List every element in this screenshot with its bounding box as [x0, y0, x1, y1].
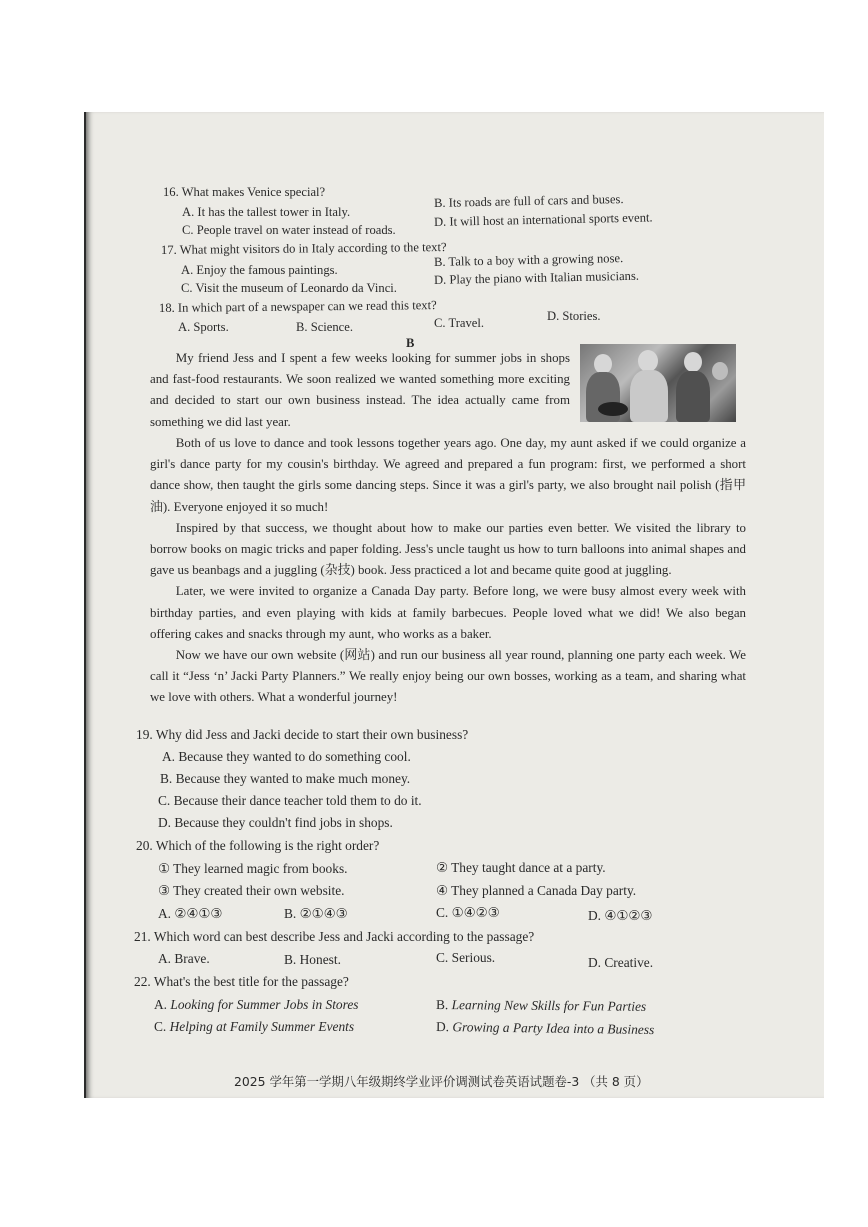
q19-option-c: C. Because their dance teacher told them to do it.	[158, 793, 422, 808]
q19-question: 19. Why did Jess and Jacki decide to start their own business?	[136, 727, 469, 742]
q19-option-d: D. Because they couldn't find jobs in shops.	[158, 815, 393, 830]
q20-statement-3: ③ They created their own website.	[158, 883, 345, 898]
passage-paragraph-4: Later, we were invited to organize a Canada Day party. Before long, we were busy almost every week with birthday parties, and even playing with kids at family barbecues. People loved what we did! We also began offering cakes and snacks through my aunt, who works as a baker.	[150, 584, 746, 641]
q18-option-d: D. Stories.	[547, 309, 601, 323]
q18-option-a: A. Sports.	[178, 320, 229, 334]
q17-option-c: C. Visit the museum of Leonardo da Vinci.	[181, 281, 397, 295]
passage-paragraph-3: Inspired by that success, we thought about how to make our parties even better. We visited the library to borrow books on magic tricks and paper folding. Jess's uncle taught us how to turn balloons into animal shapes and gave us beanbags and a juggling (杂技) book. Jess practiced a lot and became quite good at juggling.	[150, 520, 746, 578]
party-photo	[580, 344, 736, 422]
q20-option-c: C. ①④②③	[436, 905, 500, 920]
q17-option-d: D. Play the piano with Italian musicians.	[433, 268, 640, 287]
q20-option-b: B. ②①④③	[284, 906, 348, 921]
q17-option-a: A. Enjoy the famous paintings.	[181, 263, 338, 277]
q21-question: 21. Which word can best describe Jess and Jacki according to the passage?	[134, 929, 535, 944]
q16-option-c: C. People travel on water instead of roads.	[182, 223, 396, 237]
q22-option-a: A. Looking for Summer Jobs in Stores	[154, 997, 359, 1012]
q18-option-c: C. Travel.	[434, 316, 485, 330]
q19-option-b: B. Because they wanted to make much money.	[160, 771, 411, 786]
q20-statement-2: ② They taught dance at a party.	[436, 860, 606, 875]
q22-option-c: C. Helping at Family Summer Events	[154, 1019, 355, 1034]
q21-option-a: A. Brave.	[158, 951, 210, 966]
q16-option-d: D. It will host an international sports event.	[433, 210, 653, 229]
q21-option-b: B. Honest.	[284, 952, 341, 967]
q16-option-a: A. It has the tallest tower in Italy.	[182, 205, 351, 219]
q20-option-d: D. ④①②③	[588, 908, 653, 923]
q19-option-a: A. Because they wanted to do something cool.	[162, 749, 411, 764]
exam-paper-sheet	[84, 112, 824, 1098]
q16-option-b: B. Its roads are full of cars and buses.	[433, 192, 624, 210]
passage-paragraph-1: My friend Jess and I spent a few weeks looking for summer jobs in shops and fast-food restaurants. We soon realized we wanted something more exciting and decided to start our own business instead. The idea actually came from something we did last year.	[150, 351, 570, 429]
q17-option-b: B. Talk to a boy with a growing nose.	[433, 251, 624, 269]
q20-option-a: A. ②④①③	[158, 906, 223, 921]
q18-question: 18. In which part of a newspaper can we read this text?	[158, 298, 437, 315]
page-footer: 2025 学年第一学期八年级期终学业评价调测试卷英语试题卷-3 （共 8 页）	[234, 1074, 649, 1089]
exam-page	[86, 112, 824, 1098]
q22-option-b: B. Learning New Skills for Fun Parties	[435, 997, 647, 1014]
passage-paragraph-2: Both of us love to dance and took lessons together years ago. One day, my aunt asked if we could organize a girl's dance party for my cousin's birthday. We agreed and prepared a fun program: first, we performed a short dance show, then taught the girls some dancing steps. Since it was a girl's party, we also brought nail polish (指甲油). Everyone enjoyed it so much!	[150, 436, 746, 514]
q20-statement-4: ④ They planned a Canada Day party.	[436, 883, 637, 898]
q22-question: 22. What's the best title for the passage?	[134, 974, 349, 989]
q21-option-c: C. Serious.	[436, 950, 496, 965]
q20-question: 20. Which of the following is the right order?	[136, 838, 380, 853]
q22-option-d: D. Growing a Party Idea into a Business	[435, 1019, 655, 1038]
q21-option-d: D. Creative.	[588, 955, 654, 970]
q17-question: 17. What might visitors do in Italy according to the text?	[160, 240, 447, 257]
passage-body	[150, 433, 746, 709]
passage-paragraph-5: Now we have our own website (网站) and run our business all year round, planning one party each week. We call it “Jess ‘n’ Jacki Party Planners.” We really enjoy being our own bosses, working as a team, and sharing what we love with others. What a wonderful journey!	[150, 648, 746, 705]
q18-option-b: B. Science.	[296, 320, 354, 334]
q20-statement-1: ① They learned magic from books.	[158, 861, 348, 876]
q16-question: 16. What makes Venice special?	[163, 185, 326, 199]
section-b-heading: B	[406, 336, 415, 350]
